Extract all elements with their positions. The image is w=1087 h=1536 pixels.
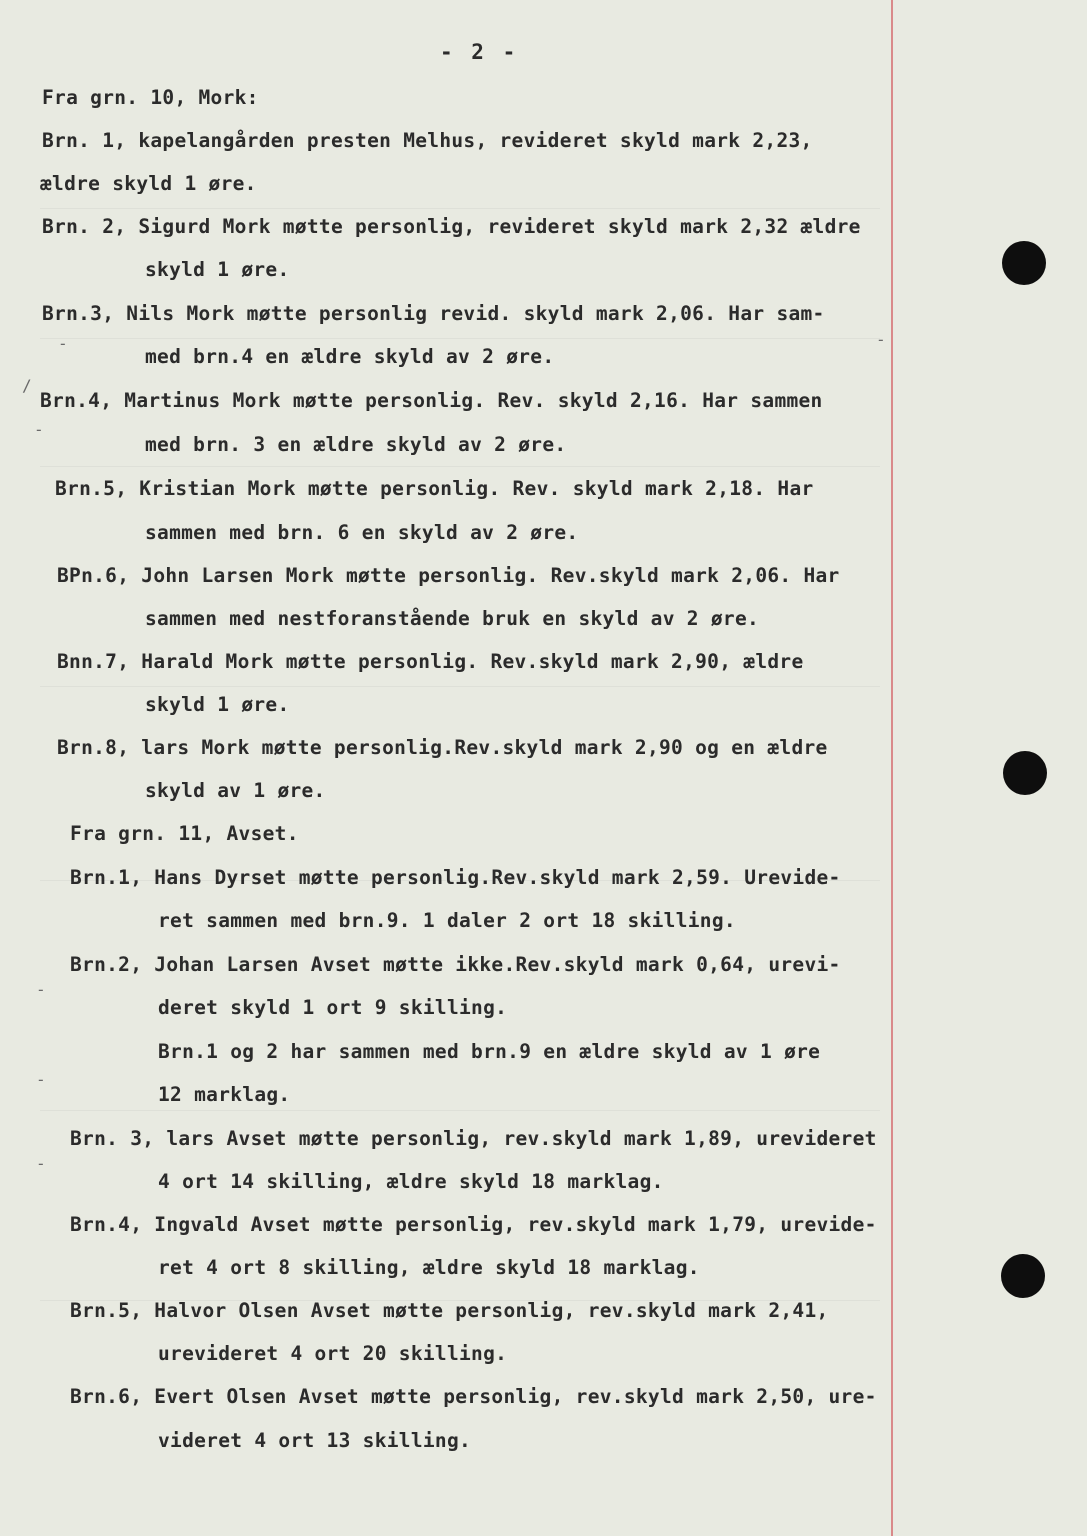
- bleed-through-trace: [40, 686, 880, 687]
- margin-pencil-mark: -: [36, 1070, 46, 1089]
- bleed-through-trace: [40, 338, 880, 339]
- punch-hole-bottom: [1001, 1254, 1045, 1298]
- text-line: ret sammen med brn.9. 1 daler 2 ort 18 skilling.: [158, 909, 736, 932]
- text-line: ret 4 ort 8 skilling, ældre skyld 18 marklag.: [158, 1256, 700, 1279]
- margin-pencil-mark: /: [22, 376, 32, 395]
- text-line: Brn.8, lars Mork møtte personlig.Rev.skyld mark 2,90 og en ældre: [57, 736, 828, 759]
- page-number: - 2 -: [440, 40, 519, 64]
- punch-hole-top: [1002, 241, 1046, 285]
- text-line: Fra grn. 11, Avset.: [70, 822, 299, 845]
- margin-pencil-mark: -: [36, 980, 46, 999]
- text-line: sammen med brn. 6 en skyld av 2 øre.: [145, 521, 579, 544]
- text-line: Bnn.7, Harald Mork møtte personlig. Rev.skyld mark 2,90, ældre: [57, 650, 804, 673]
- text-line: Brn.5, Halvor Olsen Avset møtte personlig, rev.skyld mark 2,41,: [70, 1299, 829, 1322]
- bleed-through-trace: [40, 466, 880, 467]
- text-line: Brn.1 og 2 har sammen med brn.9 en ældre skyld av 1 øre: [158, 1040, 821, 1063]
- margin-pencil-mark: -: [34, 420, 44, 439]
- text-line: Brn. 1, kapelangården presten Melhus, revideret skyld mark 2,23,: [42, 129, 813, 152]
- text-line: med brn. 3 en ældre skyld av 2 øre.: [145, 433, 567, 456]
- text-line: Brn. 2, Sigurd Mork møtte personlig, revideret skyld mark 2,32 ældre: [42, 215, 861, 238]
- punch-hole-middle: [1003, 751, 1047, 795]
- text-line: Fra grn. 10, Mork:: [42, 86, 259, 109]
- text-line: Brn.2, Johan Larsen Avset møtte ikke.Rev.skyld mark 0,64, urevi-: [70, 953, 841, 976]
- text-line: ældre skyld 1 øre.: [40, 172, 257, 195]
- text-line: med brn.4 en ældre skyld av 2 øre.: [145, 345, 555, 368]
- text-line: Brn.4, Martinus Mork møtte personlig. Rev. skyld 2,16. Har sammen: [40, 389, 823, 412]
- text-line: skyld av 1 øre.: [145, 779, 326, 802]
- red-margin-line: [891, 0, 893, 1536]
- text-line: Brn. 3, lars Avset møtte personlig, rev.skyld mark 1,89, urevideret: [70, 1127, 877, 1150]
- margin-pencil-mark: -: [58, 334, 68, 353]
- text-line: Brn.1, Hans Dyrset møtte personlig.Rev.skyld mark 2,59. Urevide-: [70, 866, 841, 889]
- bleed-through-trace: [40, 208, 880, 209]
- margin-pencil-mark: -: [876, 330, 886, 349]
- text-line: skyld 1 øre.: [145, 258, 290, 281]
- text-line: 4 ort 14 skilling, ældre skyld 18 marklag.: [158, 1170, 664, 1193]
- text-line: sammen med nestforanstående bruk en skyld av 2 øre.: [145, 607, 760, 630]
- bleed-through-trace: [40, 1110, 880, 1111]
- text-line: Brn.3, Nils Mork møtte personlig revid. skyld mark 2,06. Har sam-: [42, 302, 825, 325]
- text-line: deret skyld 1 ort 9 skilling.: [158, 996, 508, 1019]
- text-line: videret 4 ort 13 skilling.: [158, 1429, 472, 1452]
- text-line: 12 marklag.: [158, 1083, 291, 1106]
- margin-pencil-mark: -: [36, 1154, 46, 1173]
- text-line: Brn.6, Evert Olsen Avset møtte personlig, rev.skyld mark 2,50, ure-: [70, 1385, 877, 1408]
- text-line: skyld 1 øre.: [145, 693, 290, 716]
- text-line: urevideret 4 ort 20 skilling.: [158, 1342, 508, 1365]
- text-line: Brn.5, Kristian Mork møtte personlig. Rev. skyld mark 2,18. Har: [55, 477, 814, 500]
- text-line: Brn.4, Ingvald Avset møtte personlig, rev.skyld mark 1,79, urevide-: [70, 1213, 877, 1236]
- text-line: BPn.6, John Larsen Mork møtte personlig. Rev.skyld mark 2,06. Har: [57, 564, 840, 587]
